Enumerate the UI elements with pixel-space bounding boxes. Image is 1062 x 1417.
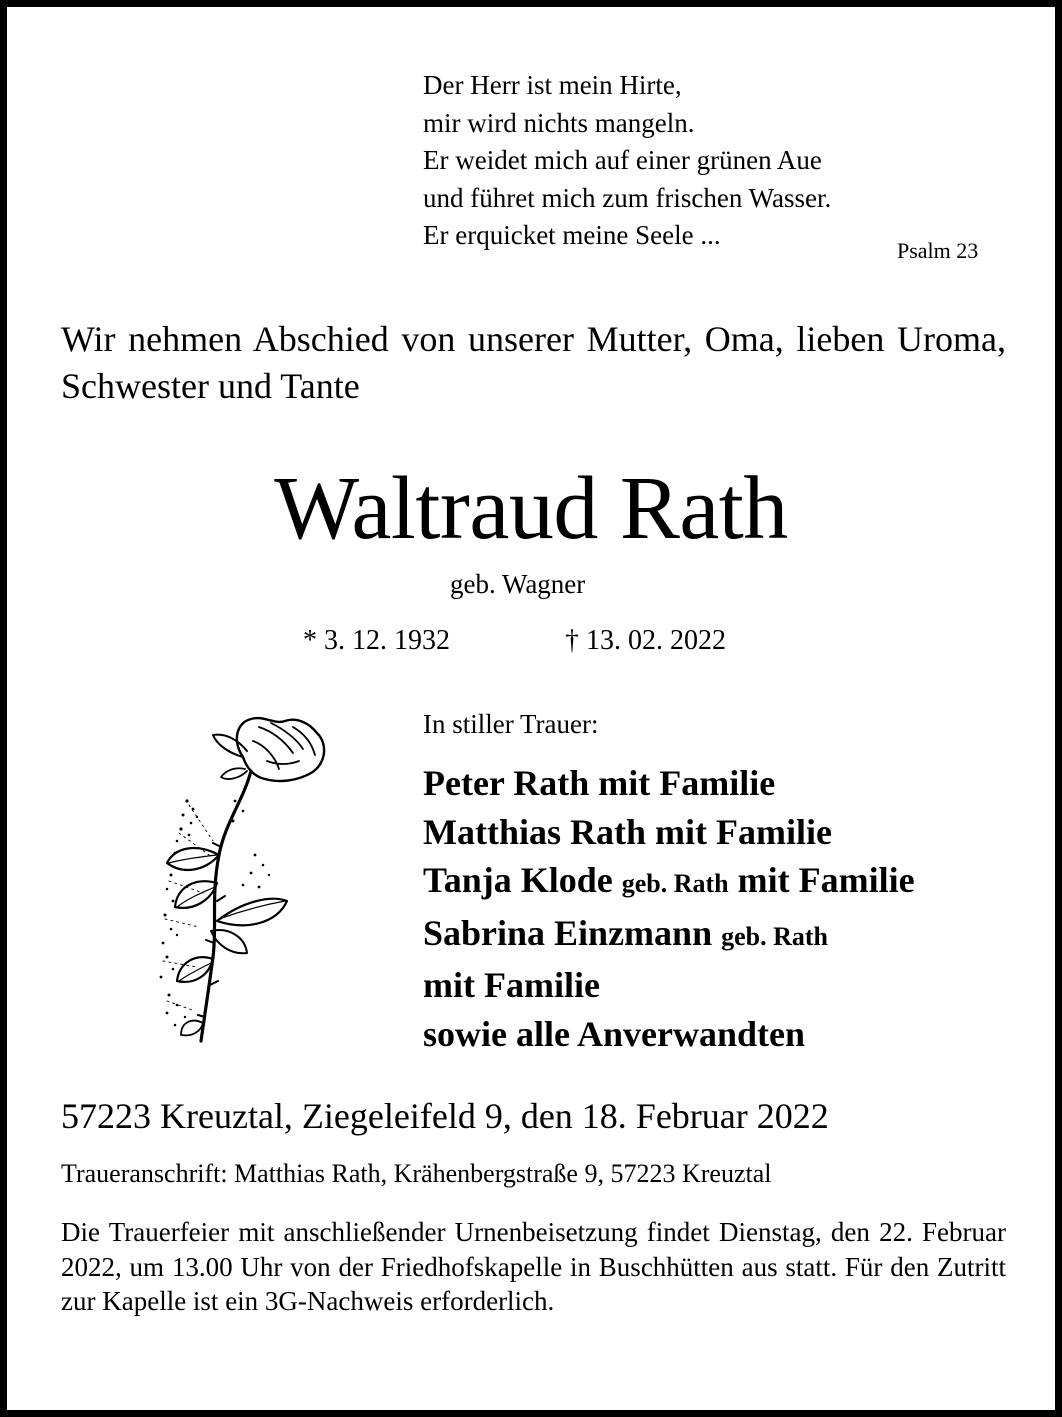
mourner-line: Matthias Rath mit Familie — [423, 811, 832, 852]
psalm-quote — [423, 67, 831, 255]
psalm-line: Er weidet mich auf einer grünen Aue — [423, 145, 822, 175]
funeral-service-info: Die Trauerfeier mit anschließender Urnenbeisetzung findet Dienstag, den 22. Februar 2022, um 13.00 Uhr von der Friedhofskapelle in Buschhütten aus statt. Für den Zutritt zur Kapelle ist ein 3G-Nachweis erforderlich. — [61, 1217, 1006, 1316]
maiden-name: geb. Wagner — [450, 569, 586, 599]
mourner-line — [423, 909, 915, 962]
mourner-line: mit Familie — [423, 965, 600, 1005]
death-date: † 13. 02. 2022 — [565, 625, 726, 656]
psalm-line: Er erquicket meine Seele ... — [423, 220, 721, 250]
deceased-name: Waltraud Rath — [274, 459, 788, 558]
place-and-date: 57223 Kreuztal, Ziegeleifeld 9, den 18. Februar 2022 — [61, 1096, 829, 1136]
mourner-line — [423, 856, 915, 909]
psalm-line: mir wird nichts mangeln. — [423, 107, 695, 138]
birth-date: * 3. 12. 1932 — [303, 625, 450, 656]
mourner-birth-name: geb. Rath — [721, 921, 828, 951]
rose-drawing-icon — [147, 705, 337, 1047]
mourner-name: Tanja Klode — [423, 860, 613, 900]
mourner-name: Sabrina Einzmann — [423, 912, 713, 953]
mourning-address: Traueranschrift: Matthias Rath, Krähenbergstraße 9, 57223 Kreuztal — [61, 1159, 772, 1188]
mourner-line: sowie alle Anverwandten — [423, 1013, 805, 1054]
mourner-suffix: mit Familie — [737, 860, 915, 900]
mourner-birth-name: geb. Rath — [621, 869, 729, 898]
mourner-line: Peter Rath mit Familie — [423, 763, 776, 803]
psalm-line: und führet mich zum frischen Wasser. — [423, 182, 832, 213]
mourners-list — [423, 759, 915, 1058]
mourning-label: In stiller Trauer: — [423, 709, 599, 739]
psalm-line: Der Herr ist mein Hirte, — [423, 70, 682, 100]
psalm-reference: Psalm 23 — [897, 238, 979, 263]
farewell-intro: Wir nehmen Abschied von unserer Mutter, Oma, lieben Uroma, Schwester und Tante — [61, 319, 1006, 406]
